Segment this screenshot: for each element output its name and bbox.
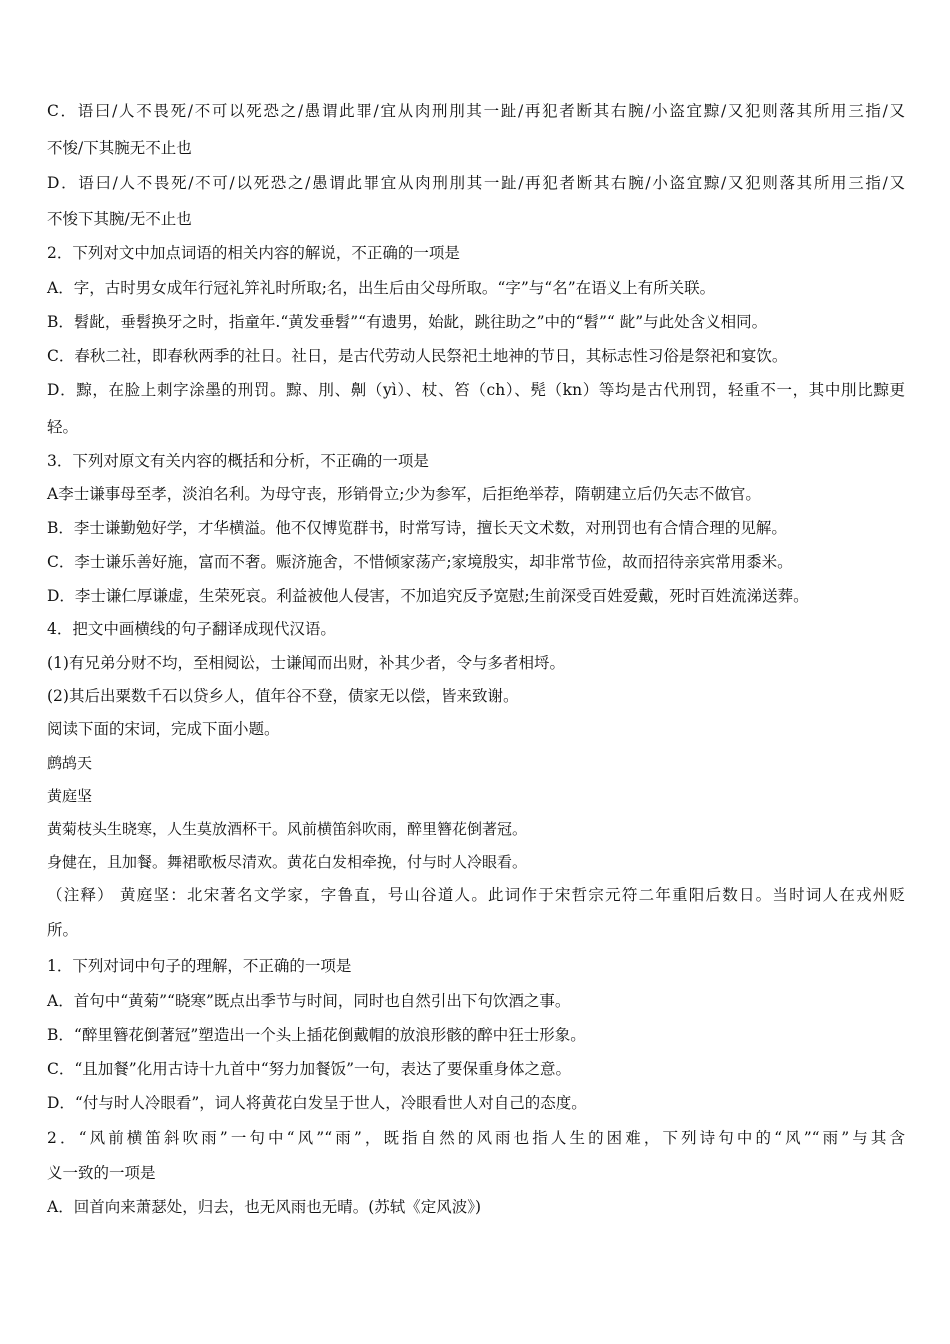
text-line: 4．把文中画横线的句子翻译成现代汉语。: [47, 620, 336, 638]
text-line: 义一致的一项是: [47, 1164, 156, 1182]
text-line: 1．下列对词中句子的理解，不正确的一项是: [47, 957, 352, 975]
text-line: 2．下列对文中加点词语的相关内容的解说，不正确的一项是: [47, 244, 460, 262]
text-line: 不悛/下其腕无不止也: [47, 139, 192, 157]
text-line: C．语曰/人不畏死/不可以死恐之/愚谓此罪/宜从肉刑刖其一趾/再犯者断其右腕/小盗宜黥/又犯则落其所用三指/又: [47, 102, 905, 120]
text-line: 轻。: [47, 418, 79, 436]
text-line: 身健在，且加餐。舞裙歌板尽清欢。黄花白发相牵挽，付与时人冷眼看。: [47, 853, 528, 871]
text-line: C．春秋二社，即春秋两季的社日。社日，是古代劳动人民祭祀土地神的节日，其标志性习俗是祭祀和宴饮。: [47, 347, 788, 365]
text-line: C．李士谦乐善好施，富而不奢。赈济施舍，不惜倾家荡产;家境殷实，却非常节俭，故而招待亲宾常用黍米。: [47, 553, 793, 571]
text-line: （注释） 黄庭坚：北宋著名文学家，字鲁直，号山谷道人。此词作于宋哲宗元符二年重阳后数日。当时词人在戎州贬: [47, 886, 905, 904]
text-line: 黄菊枝头生晓寒，人生莫放酒杯干。风前横笛斜吹雨，醉里簪花倒著冠。: [47, 820, 528, 838]
text-line: B．髫龀，垂髫换牙之时，指童年.“黄发垂髫”“有遗男，始龀，跳往助之”中的“髫”“ 龀”与此处含义相同。: [47, 313, 768, 331]
text-line: D．黥，在脸上刺字涂墨的刑罚。黥、刖、劓（yì）、杖、笞（ch）、髡（kn）等均是古代刑罚，轻重不一，其中刖比黥更: [47, 381, 905, 399]
text-line: D．李士谦仁厚谦虚，生荣死哀。利益被他人侵害，不加追究反予宽慰;生前深受百姓爱戴，死时百姓流涕送葬。: [47, 587, 809, 605]
text-line: A．回首向来萧瑟处，归去，也无风雨也无晴。(苏轼《定风波》): [47, 1198, 482, 1216]
text-line: 阅读下面的宋词，完成下面小题。: [47, 720, 280, 738]
text-line: 黄庭坚: [47, 787, 93, 805]
text-line: A．首句中“黄菊”“晓寒”既点出季节与时间，同时也自然引出下句饮酒之事。: [47, 992, 571, 1010]
text-line: B．“醉里簪花倒著冠”塑造出一个头上插花倒戴帽的放浪形骸的醉中狂士形象。: [47, 1026, 586, 1044]
text-line: (1)有兄弟分财不均，至相阋讼，士谦闻而出财，补其少者，令与多者相埒。: [47, 654, 565, 672]
text-line: 3．下列对原文有关内容的概括和分析，不正确的一项是: [47, 452, 429, 470]
text-line: A李士谦事母至孝，淡泊名利。为母守丧，形销骨立;少为参军，后拒绝举荐，隋朝建立后仍矢志不做官。: [47, 485, 761, 503]
text-line: 不悛下其腕/无不止也: [47, 210, 192, 228]
text-line: D．“付与时人冷眼看”，词人将黄花白发呈于世人，冷眼看世人对自己的态度。: [47, 1094, 587, 1112]
text-line: 所。: [47, 921, 79, 939]
text-line: (2)其后出粟数千石以贷乡人，值年谷不登，债家无以偿，皆来致谢。: [47, 687, 519, 705]
text-line: A．字，古时男女成年行冠礼笄礼时所取;名，出生后由父母所取。“字”与“名”在语义上有所关联。: [47, 279, 716, 297]
text-line: D．语曰/人不畏死/不可/以死恐之/愚谓此罪宜从肉刑刖其一趾/再犯者断其右腕/小盗宜黥/又犯则落其所用三指/又: [47, 174, 905, 192]
text-line: 鹧鸪天: [47, 754, 93, 772]
text-line: C．“且加餐”化用古诗十九首中“努力加餐饭”一句，表达了要保重身体之意。: [47, 1060, 572, 1078]
text-line: 2．“风前横笛斜吹雨”一句中“风”“雨”，既指自然的风雨也指人生的困难，下列诗句中的“风”“雨”与其含: [47, 1129, 905, 1147]
text-line: B．李士谦勤勉好学，才华横溢。他不仅博览群书，时常写诗，擅长天文术数，对刑罚也有合情合理的见解。: [47, 519, 787, 537]
